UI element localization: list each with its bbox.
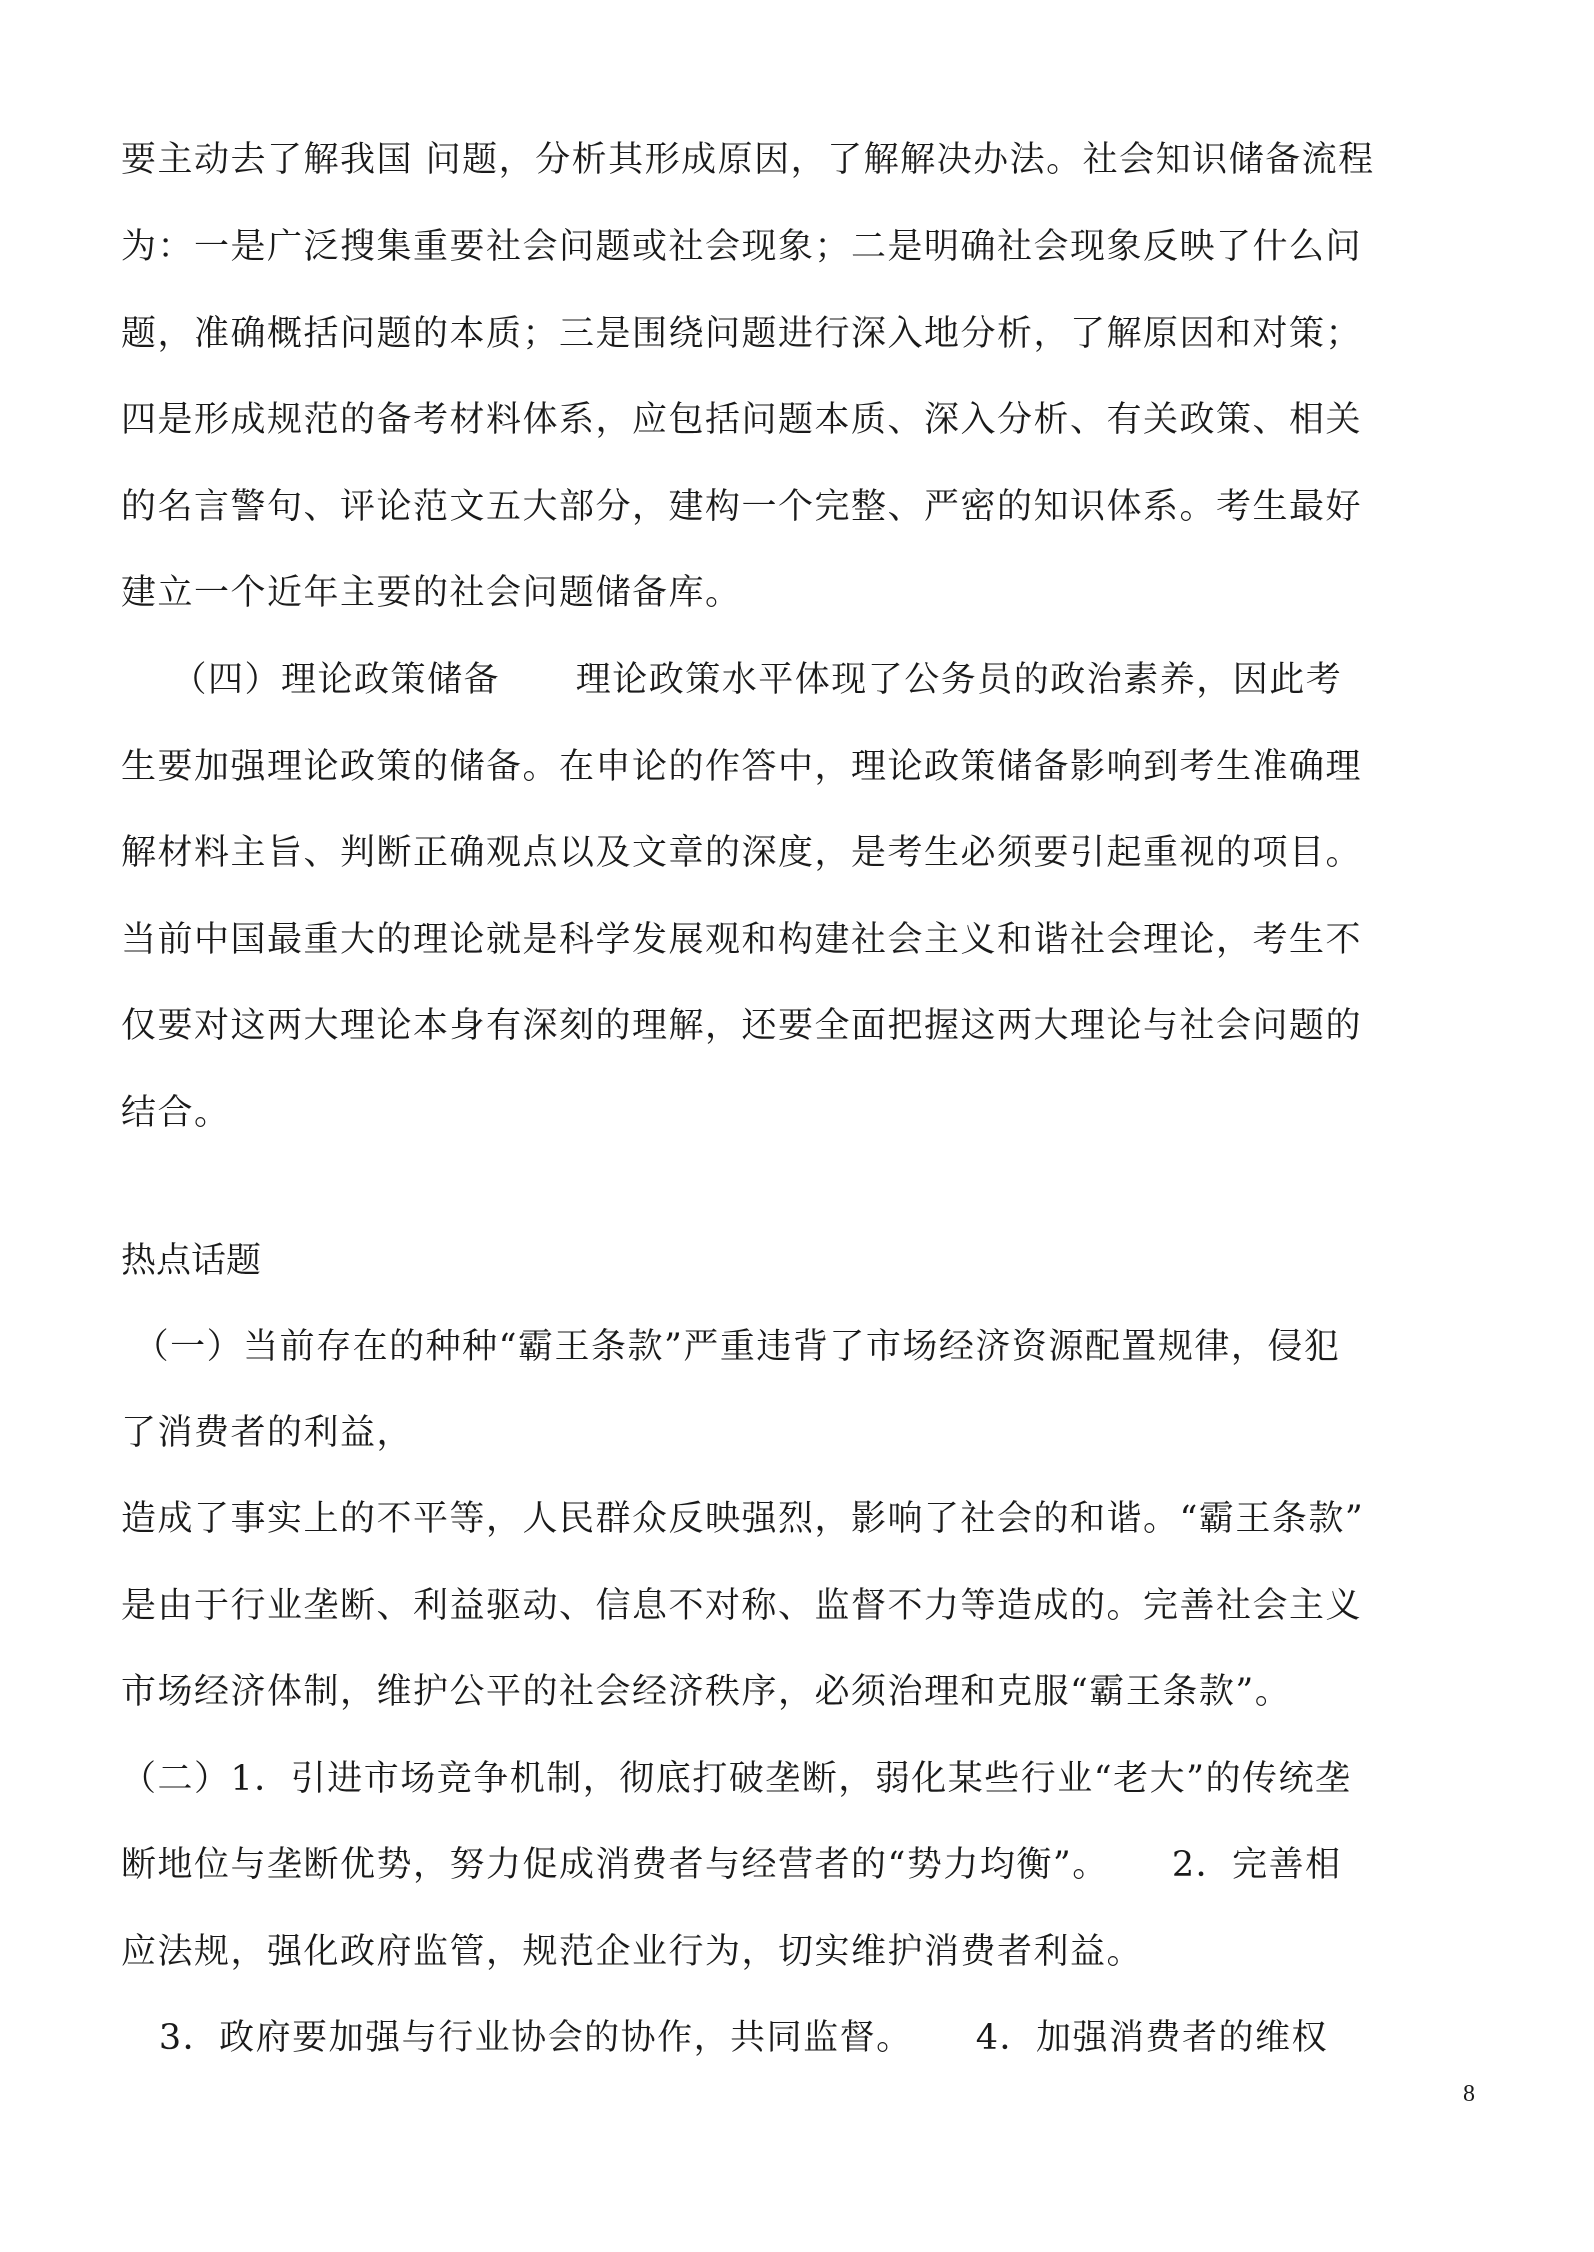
hot-topic-line: （一）当前存在的种种“霸王条款”严重违背了市场经济资源配置规律，侵犯 xyxy=(121,1327,1341,1367)
hot-topic-line: 应法规，强化政府监管，规范企业行为，切实维护消费者利益。 xyxy=(121,1932,1144,1972)
body-line: 解材料主旨、判断正确观点以及文章的深度，是考生必须要引起重视的项目。 xyxy=(121,833,1363,873)
body-line: 仅要对这两大理论本身有深刻的理解，还要全面把握这两大理论与社会问题的 xyxy=(121,1006,1363,1046)
body-line: 生要加强理论政策的储备。在申论的作答中，理论政策储备影响到考生准确理 xyxy=(121,747,1363,787)
hot-topic-line: 了消费者的利益， xyxy=(121,1413,414,1453)
body-line: （四）理论政策储备 理论政策水平体现了公务员的政治素养，因此考 xyxy=(121,660,1343,700)
hot-topic-line: 是由于行业垄断、利益驱动、信息不对称、监督不力等造成的。完善社会主义 xyxy=(121,1586,1363,1626)
body-line: 当前中国最重大的理论就是科学发展观和构建社会主义和谐社会理论，考生不 xyxy=(121,920,1363,960)
body-line: 要主动去了解我国 问题，分析其形成原因，了解解决办法。社会知识储备流程 xyxy=(121,140,1375,180)
body-line: 建立一个近年主要的社会问题储备库。 xyxy=(121,573,742,613)
body-line: 为：一是广泛搜集重要社会问题或社会现象；二是明确社会现象反映了什么问 xyxy=(121,227,1363,267)
hot-topic-line: 市场经济体制，维护公平的社会经济秩序，必须治理和克服“霸王条款”。 xyxy=(121,1672,1292,1712)
body-line: 四是形成规范的备考材料体系，应包括问题本质、深入分析、有关政策、相关 xyxy=(121,400,1363,440)
body-line: 结合。 xyxy=(121,1093,231,1133)
body-line: 的名言警句、评论范文五大部分，建构一个完整、严密的知识体系。考生最好 xyxy=(121,487,1363,527)
body-line: 题，准确概括问题的本质；三是围绕问题进行深入地分析，了解原因和对策； xyxy=(121,314,1363,354)
hot-topic-line: 3．政府要加强与行业协会的协作，共同监督。 4．加强消费者的维权 xyxy=(121,2018,1329,2058)
page-number: 8 xyxy=(1463,2081,1475,2107)
hot-topic-line: （二）1．引进市场竞争机制，彻底打破垄断，弱化某些行业“老大”的传统垄 xyxy=(121,1759,1352,1799)
hot-topic-line: 造成了事实上的不平等，人民群众反映强烈，影响了社会的和谐。“霸王条款” xyxy=(121,1499,1365,1539)
hot-topic-line: 断地位与垄断优势，努力促成消费者与经营者的“势力均衡”。 2．完善相 xyxy=(121,1845,1342,1885)
section-heading: 热点话题 xyxy=(121,1241,262,1281)
